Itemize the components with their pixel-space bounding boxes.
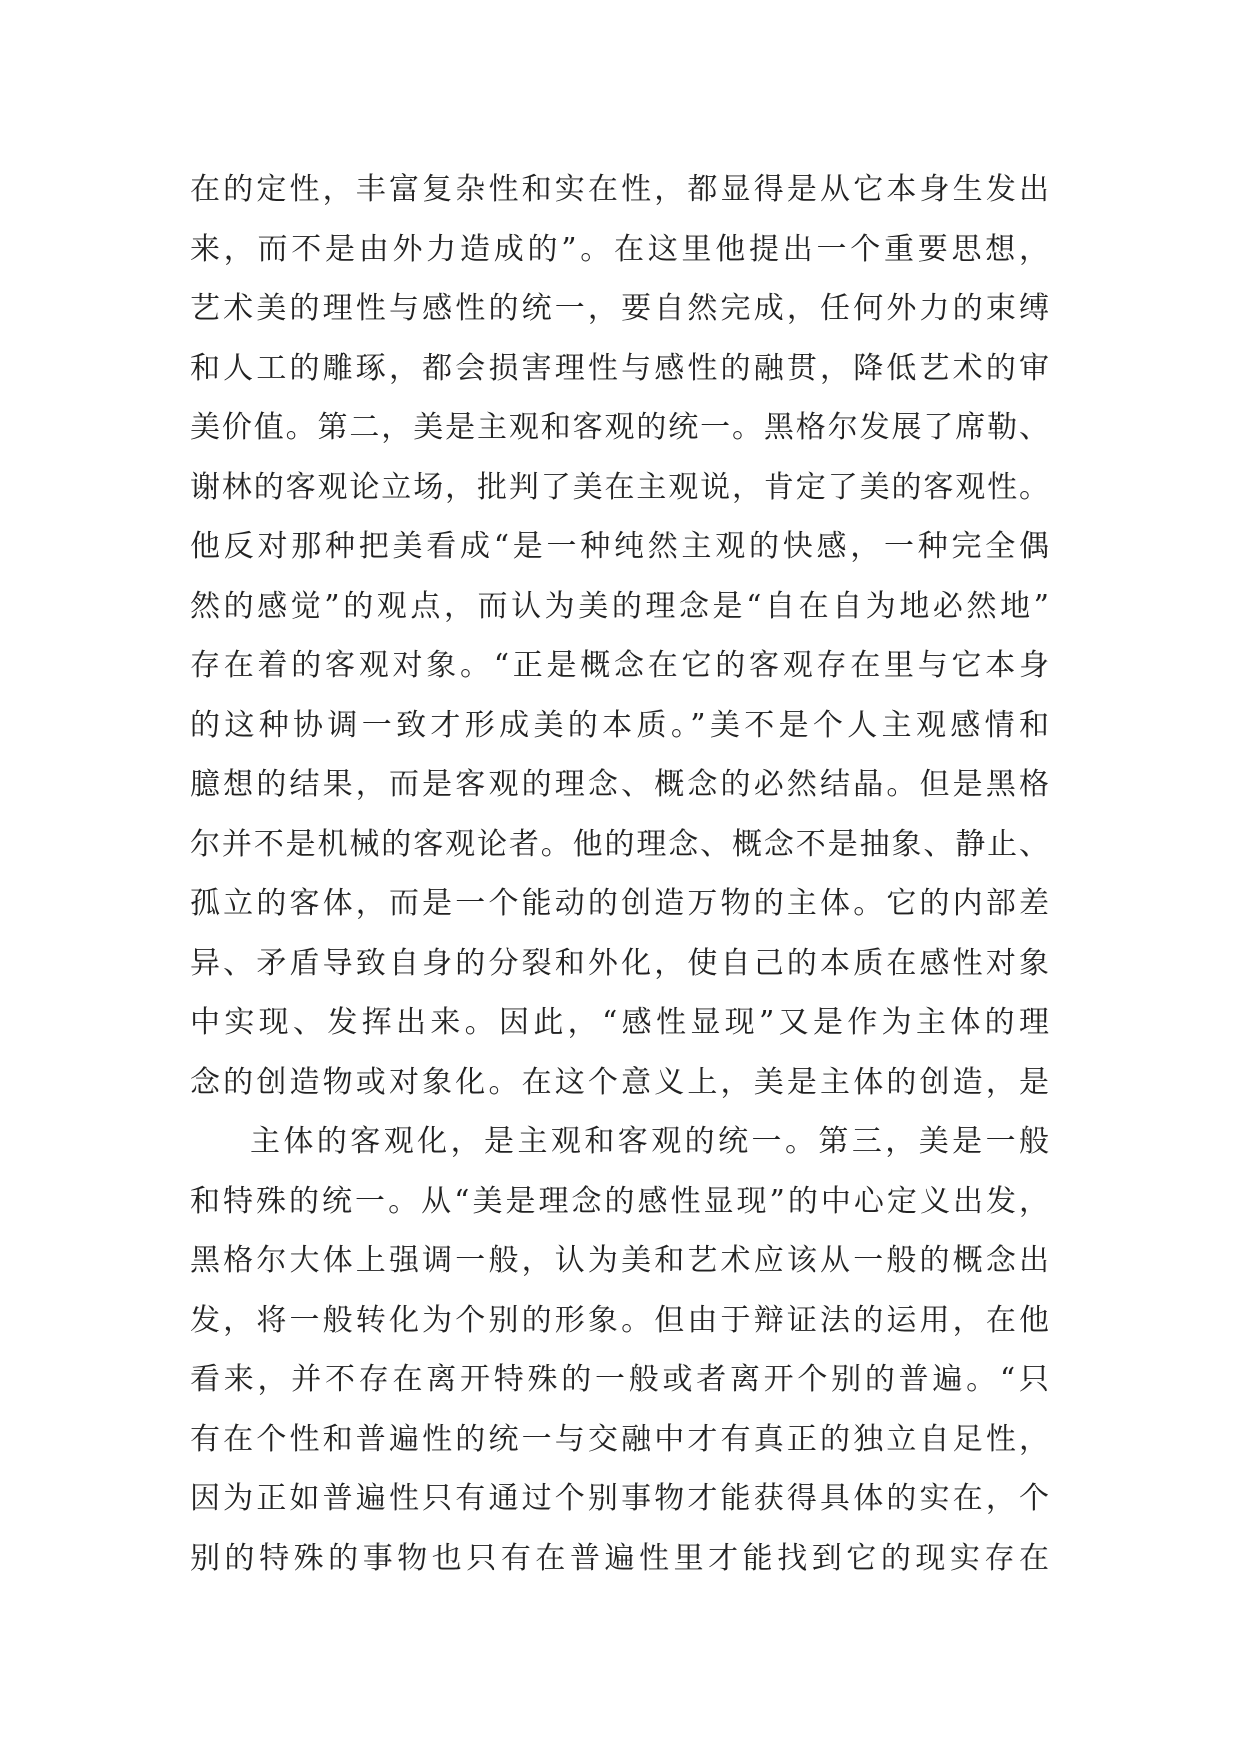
text-line: 看来，并不存在离开特殊的一般或者离开个别的普遍。“只	[190, 1362, 1050, 1397]
text-line-indented: 主体的客观化，是主观和客观的统一。第三，美是一般	[250, 1124, 1050, 1159]
text-line: 异、矛盾导致自身的分裂和外化，使自己的本质在感性对象	[190, 945, 1050, 981]
text-line: 在的定性，丰富复杂性和实在性，都显得是从它本身生发出	[190, 172, 1050, 207]
text-line: 谢林的客观论立场，批判了美在主观说，肯定了美的客观性。	[190, 469, 1050, 505]
text-line: 孤立的客体，而是一个能动的创造万物的主体。它的内部差	[190, 886, 1050, 921]
text-line: 的这种协调一致才形成美的本质。”美不是个人主观感情和	[190, 707, 1050, 743]
text-line: 和特殊的统一。从“美是理念的感性显现”的中心定义出发，	[190, 1183, 1050, 1219]
text-line: 因为正如普遍性只有通过个别事物才能获得具体的实在，个	[190, 1481, 1050, 1516]
text-line: 别的特殊的事物也只有在普遍性里才能找到它的现实存在	[190, 1540, 1050, 1576]
text-line: 存在着的客观对象。“正是概念在它的客观存在里与它本身	[190, 648, 1050, 683]
text-line: 然的感觉”的观点，而认为美的理念是“自在自为地必然地”	[190, 588, 1050, 624]
text-line: 有在个性和普遍性的统一与交融中才有真正的独立自足性，	[190, 1421, 1050, 1457]
text-line: 念的创造物或对象化。在这个意义上，美是主体的创造，是	[190, 1064, 1050, 1100]
text-line: 尔并不是机械的客观论者。他的理念、概念不是抽象、静止、	[190, 826, 1050, 862]
text-line: 来，而不是由外力造成的”。在这里他提出一个重要思想，	[190, 231, 1050, 267]
text-line: 艺术美的理性与感性的统一，要自然完成，任何外力的束缚	[190, 291, 1050, 326]
text-line: 美价值。第二，美是主观和客观的统一。黑格尔发展了席勒、	[190, 410, 1050, 445]
text-line: 黑格尔大体上强调一般，认为美和艺术应该从一般的概念出	[190, 1243, 1050, 1278]
text-line: 发，将一般转化为个别的形象。但由于辩证法的运用，在他	[190, 1302, 1050, 1338]
body-text	[190, 160, 1050, 1588]
text-line: 和人工的雕琢，都会损害理性与感性的融贯，降低艺术的审	[190, 350, 1050, 386]
text-line: 他反对那种把美看成“是一种纯然主观的快感，一种完全偶	[190, 529, 1050, 564]
text-line: 臆想的结果，而是客观的理念、概念的必然结晶。但是黑格	[190, 767, 1050, 802]
text-line: 中实现、发挥出来。因此，“感性显现”又是作为主体的理	[190, 1005, 1050, 1040]
